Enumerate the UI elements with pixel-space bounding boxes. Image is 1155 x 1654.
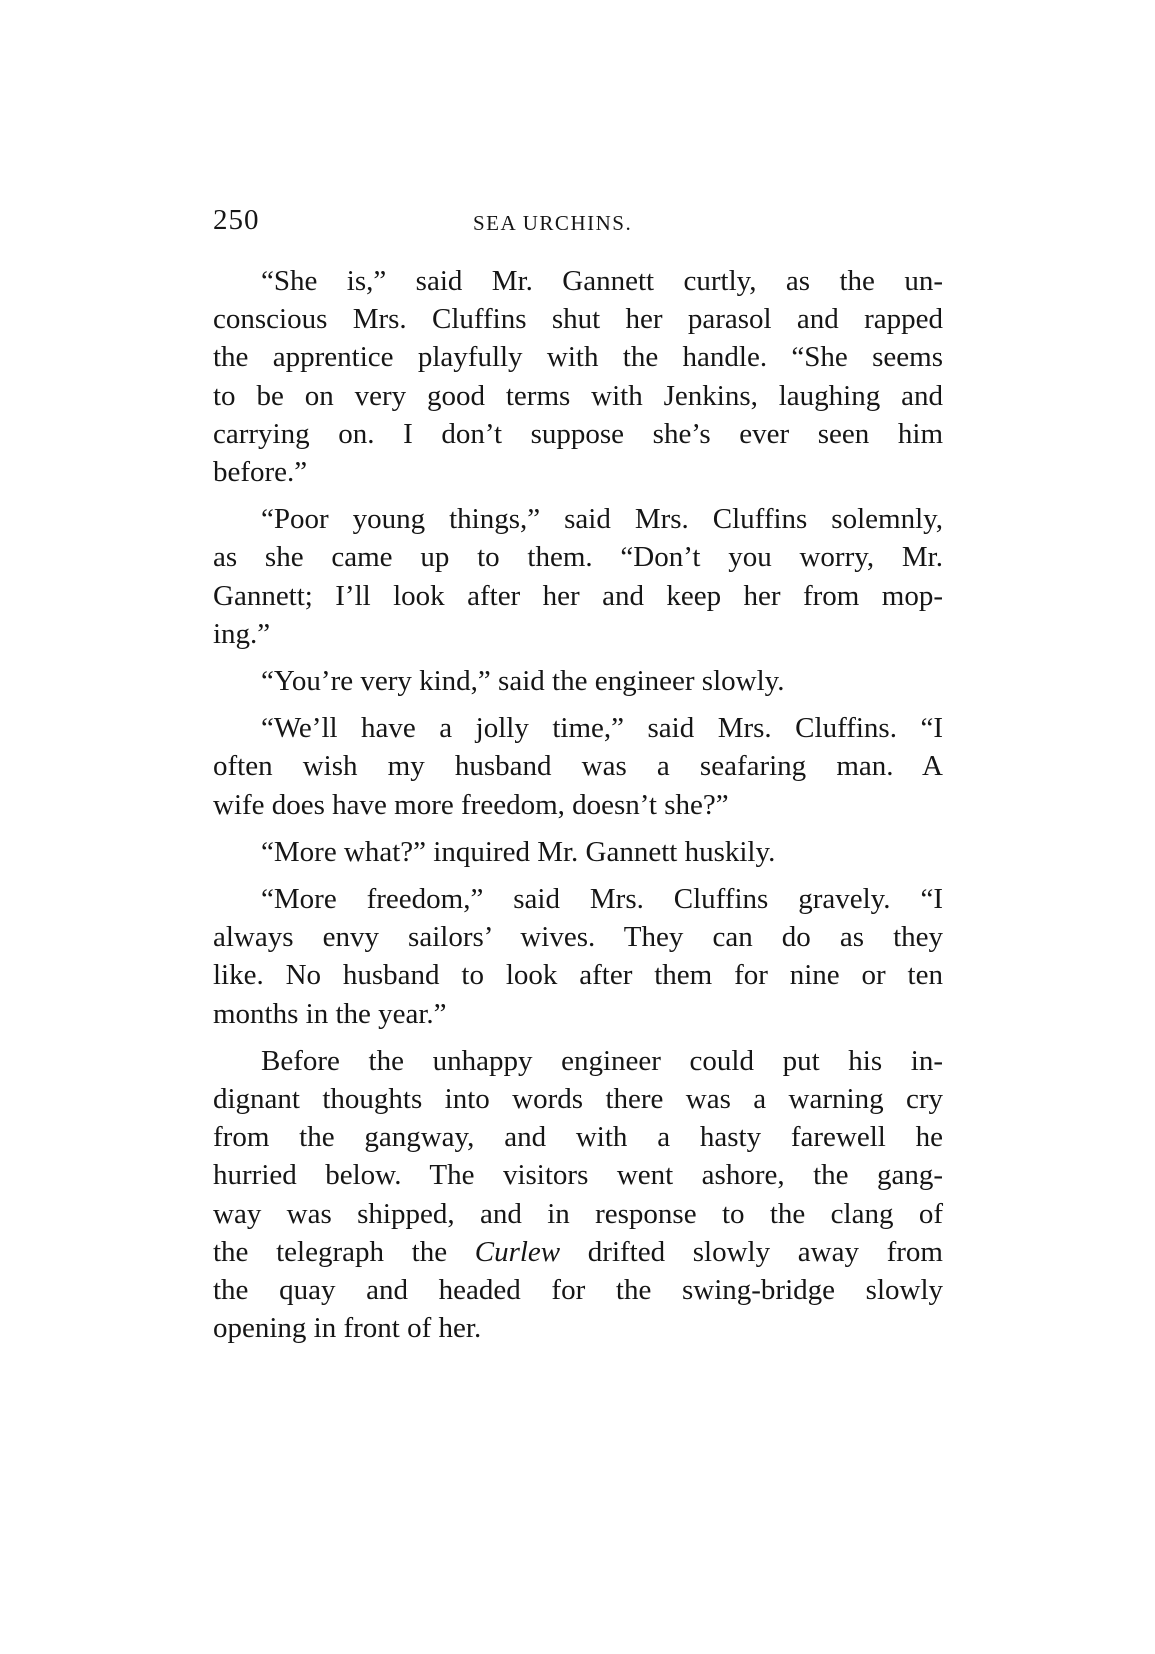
text-line: as she came up to them. “Don’t you worry, Mr.	[213, 541, 943, 574]
paragraph	[213, 662, 943, 700]
text-line: hurried below. The visitors went ashore, the gang-	[213, 1159, 943, 1192]
text-line: from the gangway, and with a hasty farewell he	[213, 1121, 943, 1154]
text-line: like. No husband to look after them for nine or ten	[213, 959, 943, 992]
page-number: 250	[213, 204, 260, 236]
text-line: Gannett; I’ll look after her and keep her from mop-	[213, 579, 943, 612]
running-head: SEA URCHINS.	[473, 211, 633, 235]
page-header	[213, 204, 943, 244]
paragraph	[213, 833, 943, 871]
text-line: always envy sailors’ wives. They can do as they	[213, 921, 943, 954]
text-line: before.”	[213, 456, 308, 489]
text-line: “Poor young things,” said Mrs. Cluffins solemnly,	[261, 503, 943, 536]
text-line: conscious Mrs. Cluffins shut her parasol and rapped	[213, 303, 943, 336]
paragraph	[213, 262, 943, 491]
text-line: ing.”	[213, 617, 271, 650]
text-line: opening in front of her.	[213, 1312, 482, 1345]
paragraph	[213, 1042, 943, 1348]
text-segment: the telegraph the	[213, 1235, 475, 1268]
text-line-with-ship-name	[213, 1233, 943, 1271]
text-line: “More what?” inquired Mr. Gannett huskily.	[261, 835, 776, 868]
text-line: Before the unhappy engineer could put his in-	[261, 1044, 943, 1077]
text-line: dignant thoughts into words there was a warning cry	[213, 1083, 943, 1116]
text-line: the apprentice playfully with the handle. “She seems	[213, 341, 943, 374]
text-segment: drifted slowly away from	[560, 1235, 943, 1268]
ship-name: Curlew	[474, 1235, 561, 1268]
text-line: months in the year.”	[213, 997, 447, 1030]
text-line: carrying on. I don’t suppose she’s ever seen him	[213, 417, 943, 450]
paragraph	[213, 500, 943, 653]
text-line: “We’ll have a jolly time,” said Mrs. Cluffins. “I	[261, 712, 943, 745]
text-line: the quay and headed for the swing-bridge slowly	[213, 1274, 943, 1307]
text-line: often wish my husband was a seafaring man. A	[213, 750, 943, 783]
text-line: “You’re very kind,” said the engineer slowly.	[261, 665, 785, 698]
paragraph	[213, 880, 943, 1033]
body-text	[213, 262, 943, 1356]
text-line: to be on very good terms with Jenkins, laughing and	[213, 379, 943, 412]
text-line: “She is,” said Mr. Gannett curtly, as the un-	[261, 265, 943, 297]
text-line: way was shipped, and in response to the clang of	[213, 1197, 943, 1230]
text-line: “More freedom,” said Mrs. Cluffins gravely. “I	[261, 883, 943, 916]
paragraph	[213, 709, 943, 824]
text-line: wife does have more freedom, doesn’t she?”	[213, 788, 729, 821]
